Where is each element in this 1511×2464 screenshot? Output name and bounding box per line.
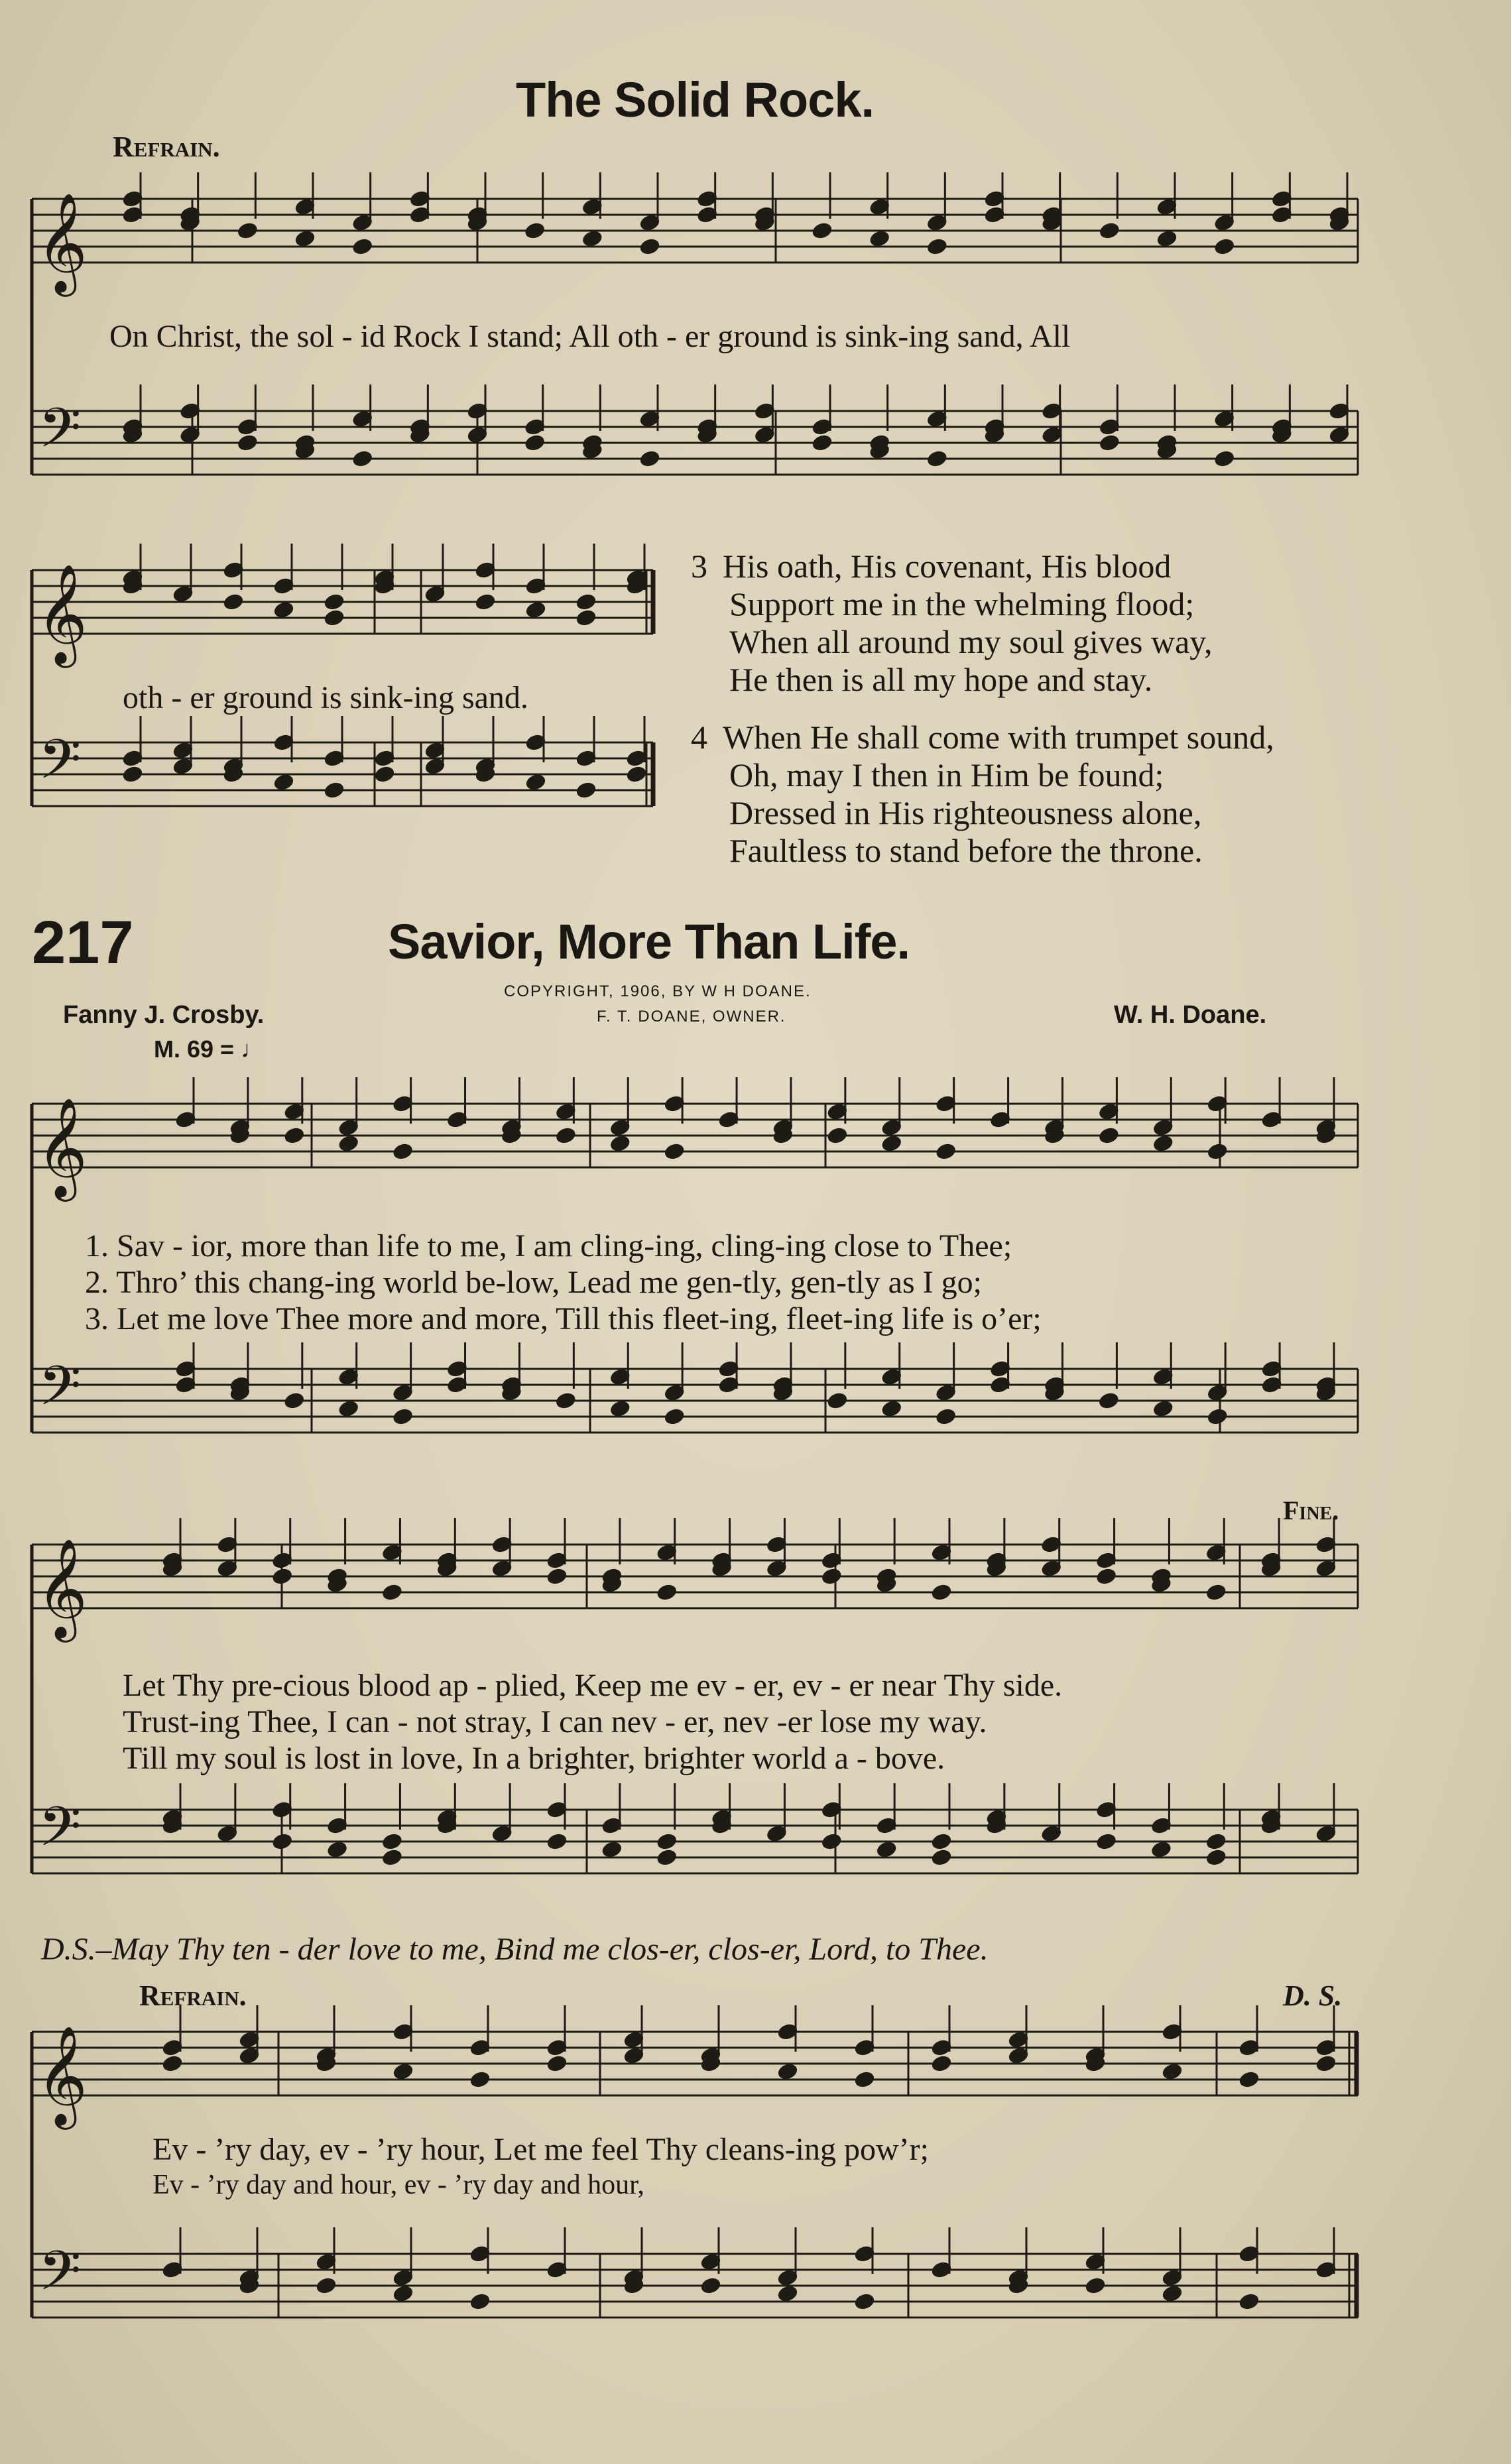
note-head xyxy=(1084,2276,1106,2295)
note-head xyxy=(926,237,948,256)
svg-text:𝄞: 𝄞 xyxy=(36,2024,88,2125)
note-head xyxy=(826,1126,848,1145)
note-head xyxy=(821,1832,843,1851)
verse-line: When He shall come with trumpet sound, xyxy=(723,719,1274,756)
svg-text:𝄞: 𝄞 xyxy=(36,1537,88,1638)
svg-text:𝄢: 𝄢 xyxy=(38,1794,82,1872)
note-head xyxy=(1315,2054,1337,2073)
verse-number: 4 xyxy=(691,719,707,756)
note-head xyxy=(853,2292,875,2311)
note-head xyxy=(930,1832,952,1851)
note-head xyxy=(1213,449,1235,468)
note-head xyxy=(821,1567,843,1586)
note-head xyxy=(474,593,496,611)
note-head xyxy=(935,1407,957,1426)
copyright-owner: F. T. DOANE, OWNER. xyxy=(597,1008,786,1026)
svg-text:𝄢: 𝄢 xyxy=(38,727,82,805)
note-head xyxy=(524,601,546,619)
note-head xyxy=(546,2054,568,2073)
svg-text:𝄞: 𝄞 xyxy=(36,563,88,664)
note-head xyxy=(1098,1126,1120,1145)
note-head xyxy=(555,1391,577,1410)
note-head xyxy=(1238,2070,1260,2089)
note-head xyxy=(880,1399,902,1418)
note-head xyxy=(1205,1832,1227,1851)
note-head xyxy=(392,1142,414,1161)
note-head xyxy=(930,1583,952,1602)
verse-line: When all around my soul gives way, xyxy=(729,623,1213,660)
note-head xyxy=(1156,229,1178,248)
note-head xyxy=(271,1567,293,1586)
note-head xyxy=(869,229,890,248)
note-head xyxy=(323,781,345,799)
note-head xyxy=(664,1142,686,1161)
verse-line: His oath, His covenant, His blood xyxy=(723,548,1172,585)
stanza-line: 2. Thro’ this chang-ing world be-low, Lead me gen-tly, gen-tly as I go; xyxy=(85,1265,982,1300)
note-head xyxy=(272,601,294,619)
note-head xyxy=(323,609,345,627)
note-head xyxy=(826,1391,848,1410)
note-head xyxy=(1205,1848,1227,1867)
note-head xyxy=(656,1848,678,1867)
verse-3 xyxy=(691,548,1213,699)
note-head xyxy=(524,221,546,240)
hymn-number: 217 xyxy=(32,909,134,976)
note-head xyxy=(546,1832,568,1851)
lyric-line: On Christ, the sol - id Rock I stand; All oth - er ground is sink-ing sand, All xyxy=(109,319,1071,354)
note-head xyxy=(1098,1391,1120,1410)
svg-text:𝄢: 𝄢 xyxy=(38,2239,82,2316)
note-head xyxy=(326,1840,348,1859)
composer-credit: W. H. Doane. xyxy=(1114,1001,1267,1029)
note-head xyxy=(271,1832,293,1851)
note-head xyxy=(392,2062,414,2081)
note-head xyxy=(237,434,259,452)
note-head xyxy=(880,1134,902,1153)
note-head xyxy=(575,781,597,799)
note-head xyxy=(392,2284,414,2303)
svg-text:𝄞: 𝄞 xyxy=(36,1096,88,1197)
stanza-line: 1. Sav - ior, more than life to me, I am cling-ing, cling-ing close to Thee; xyxy=(85,1228,1012,1263)
refrain-lyric: Ev - ’ry day, ev - ’ry hour, Let me feel Thy cleans-ing pow’r; xyxy=(152,2132,929,2167)
note-head xyxy=(469,2292,491,2311)
refrain-lyric-alt: Ev - ’ry day and hour, ev - ’ry day and hour, xyxy=(152,2170,644,2200)
note-head xyxy=(121,765,143,784)
note-head xyxy=(555,1126,577,1145)
note-head xyxy=(1152,1134,1174,1153)
note-head xyxy=(283,1126,305,1145)
stanza-line: Let Thy pre-cious blood ap - plied, Keep me ev - er, ev - er near Thy side. xyxy=(123,1668,1063,1703)
note-head xyxy=(811,221,833,240)
refrain-label-top: Refrain. xyxy=(113,131,220,163)
clefs xyxy=(36,192,88,2316)
stanza-line: 3. Let me love Thee more and more, Till this fleet-ing, fleet-ing life is o’er; xyxy=(85,1301,1042,1336)
note-head xyxy=(609,1134,631,1153)
note-head xyxy=(1161,2062,1183,2081)
note-head xyxy=(272,773,294,792)
ds-label: D. S. xyxy=(1283,1979,1343,2012)
note-head xyxy=(1207,1142,1229,1161)
verse-line: Dressed in His righteousness alone, xyxy=(729,794,1202,831)
note-head xyxy=(575,609,597,627)
note-head xyxy=(1207,1407,1229,1426)
note-head xyxy=(601,1840,623,1859)
lyric-line: oth - er ground is sink-ing sand. xyxy=(123,680,528,715)
note-head xyxy=(161,2054,183,2073)
note-head xyxy=(351,237,373,256)
hymn-title-savior: Savior, More Than Life. xyxy=(388,914,910,969)
svg-text:𝄞: 𝄞 xyxy=(36,192,88,292)
note-head xyxy=(222,593,244,611)
note-head xyxy=(524,773,546,792)
note-head xyxy=(381,1848,403,1867)
verse-line: Support me in the whelming flood; xyxy=(729,585,1195,622)
svg-text:𝄢: 𝄢 xyxy=(38,396,82,473)
note-head xyxy=(381,1832,403,1851)
note-head xyxy=(664,1407,686,1426)
note-head xyxy=(926,449,948,468)
note-head xyxy=(373,765,395,784)
note-head xyxy=(381,1583,403,1602)
note-head xyxy=(638,449,660,468)
stanza-line: Till my soul is lost in love, In a brighter, brighter world a - bove. xyxy=(123,1741,945,1776)
refrain-label: Refrain. xyxy=(139,1979,247,2012)
note-head xyxy=(469,2070,491,2089)
note-head xyxy=(1161,2284,1183,2303)
note-head xyxy=(337,1399,359,1418)
note-head xyxy=(656,1832,678,1851)
note-head xyxy=(283,1391,305,1410)
note-head xyxy=(237,221,259,240)
ds-lyric-line: D.S.–May Thy ten - der love to me, Bind me clos-er, clos-er, Lord, to Thee. xyxy=(41,1932,989,1967)
metronome-mark: M. 69 = ♩ xyxy=(154,1035,265,1063)
note-head xyxy=(853,2070,875,2089)
hymn-title-solid-rock: The Solid Rock. xyxy=(516,72,875,127)
note-head xyxy=(575,593,597,611)
note-head xyxy=(1099,221,1120,240)
note-head xyxy=(524,434,546,452)
note-head xyxy=(546,1567,568,1586)
note-head xyxy=(876,1840,898,1859)
note-head xyxy=(581,229,603,248)
note-head xyxy=(811,434,833,452)
note-head xyxy=(638,237,660,256)
author-credit: Fanny J. Crosby. xyxy=(63,1001,265,1029)
verse-line: Faultless to stand before the throne. xyxy=(729,832,1203,869)
note-head xyxy=(315,2276,337,2295)
stanza-line: Trust-ing Thee, I can - not stray, I can nev - er, nev -er lose my way. xyxy=(123,1704,987,1739)
note-head xyxy=(1095,1567,1117,1586)
note-head xyxy=(337,1134,359,1153)
verse-4 xyxy=(691,719,1274,870)
note-head xyxy=(1213,237,1235,256)
verse-line: He then is all my hope and stay. xyxy=(729,661,1153,698)
note-head xyxy=(935,1142,957,1161)
note-head xyxy=(1238,2292,1260,2311)
note-head xyxy=(1150,1840,1172,1859)
verse-line: Oh, may I then in Him be found; xyxy=(729,756,1164,793)
verse-number: 3 xyxy=(691,548,707,585)
note-head xyxy=(1152,1399,1174,1418)
note-head xyxy=(625,765,647,784)
note-head xyxy=(930,1848,952,1867)
note-head xyxy=(656,1583,678,1602)
note-head xyxy=(699,2276,721,2295)
note-head xyxy=(930,2054,952,2073)
svg-text:𝄢: 𝄢 xyxy=(38,1354,82,1431)
note-head xyxy=(1205,1583,1227,1602)
note-head xyxy=(1099,434,1120,452)
note-head xyxy=(776,2062,798,2081)
note-head xyxy=(323,593,345,611)
note-head xyxy=(609,1399,631,1418)
note-head xyxy=(776,2284,798,2303)
copyright-line: COPYRIGHT, 1906, BY W H DOANE. xyxy=(504,982,812,1000)
note-head xyxy=(351,449,373,468)
note-head xyxy=(392,1407,414,1426)
note-head xyxy=(1095,1832,1117,1851)
fine-label: Fine. xyxy=(1283,1496,1339,1525)
note-head xyxy=(294,229,316,248)
